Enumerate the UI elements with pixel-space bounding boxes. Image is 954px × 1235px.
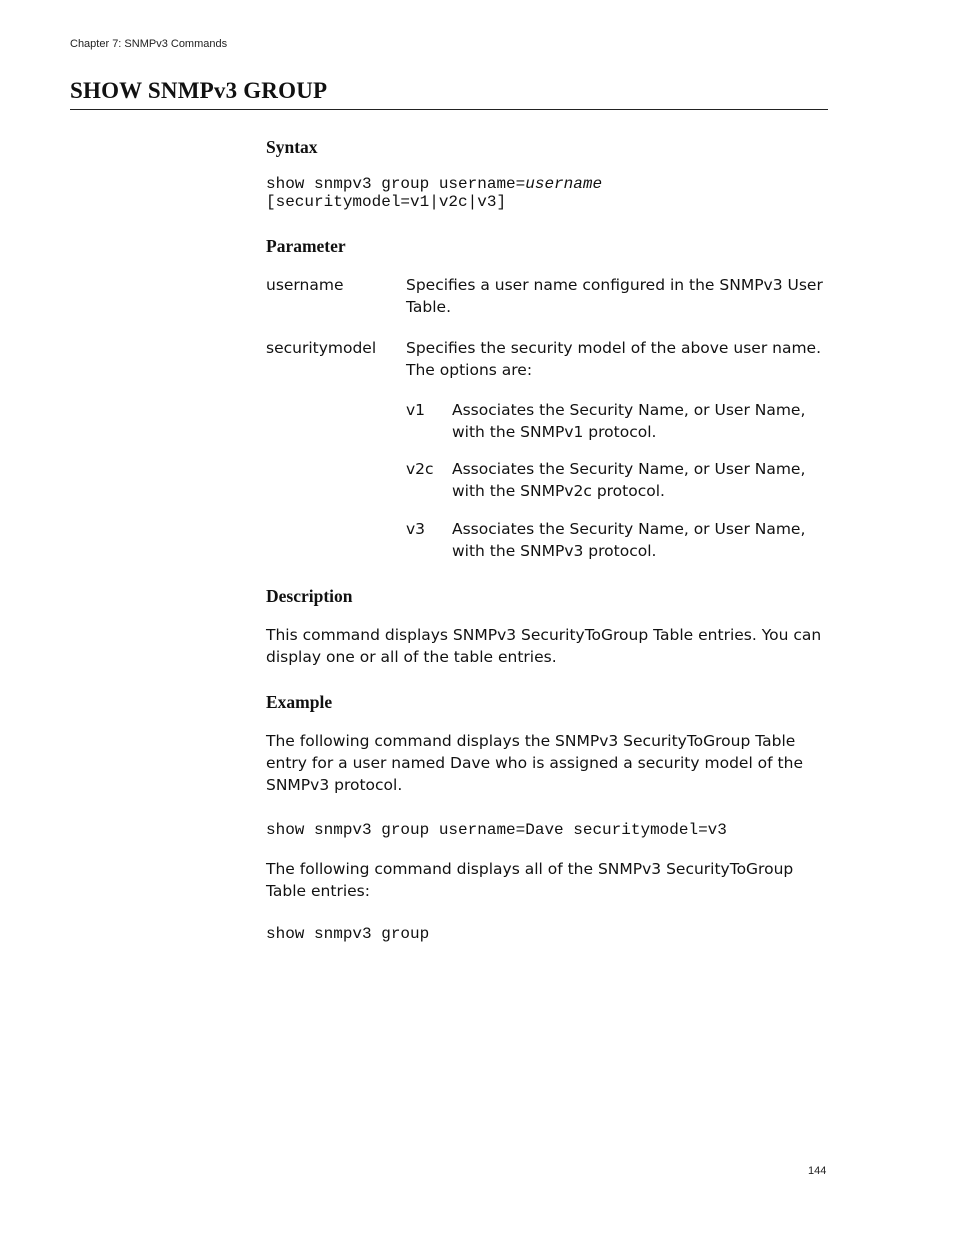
param-row-username (266, 274, 831, 318)
param-description: Specifies the security model of the above user name. The options are: (406, 339, 822, 379)
description-heading: Description (266, 586, 353, 606)
option-row-v3 (406, 518, 831, 562)
page-number: 144 (808, 1165, 827, 1177)
option-name: v2c (406, 460, 434, 478)
option-description: Associates the Security Name, or User Name, with the SNMPv2c protocol. (452, 460, 806, 500)
option-description: Associates the Security Name, or User Name, with the SNMPv3 protocol. (452, 520, 806, 560)
running-header: Chapter 7: SNMPv3 Commands (70, 38, 228, 50)
description-section (266, 585, 831, 668)
option-name: v1 (406, 401, 426, 419)
example-section (266, 691, 831, 943)
syntax-options: [securitymodel=v1|v2c|v3] (266, 193, 507, 211)
page-title: SHOW SNMPv3 GROUP (70, 78, 328, 103)
syntax-code (266, 175, 831, 211)
param-name: securitymodel (266, 339, 377, 357)
option-row-v1 (406, 399, 831, 443)
syntax-command: show snmpv3 group username= (266, 175, 526, 193)
title-rule (70, 109, 828, 110)
example-heading: Example (266, 692, 333, 712)
example-code: show snmpv3 group (266, 925, 430, 943)
option-name: v3 (406, 520, 426, 538)
parameter-section (266, 235, 831, 562)
page-content (266, 136, 831, 943)
example-text: The following command displays all of the SNMPv3 SecurityToGroup Table entries: (266, 860, 794, 900)
syntax-section (266, 136, 831, 211)
example-code: show snmpv3 group username=Dave securitymodel=v3 (266, 821, 727, 839)
param-row-securitymodel (266, 337, 831, 381)
param-name: username (266, 276, 344, 294)
syntax-variable: username (525, 175, 603, 193)
description-text: This command displays SNMPv3 SecurityToGroup Table entries. You can display one or all of the table entries. (266, 626, 822, 666)
parameter-heading: Parameter (266, 236, 346, 256)
example-text: The following command displays the SNMPv3 SecurityToGroup Table entry for a user named Dave who is assigned a security model of the SNMPv3 protocol. (266, 732, 803, 794)
param-description: Specifies a user name configured in the SNMPv3 User Table. (406, 276, 823, 316)
option-description: Associates the Security Name, or User Name, with the SNMPv1 protocol. (452, 401, 806, 441)
syntax-heading: Syntax (266, 137, 318, 157)
option-row-v2c (406, 458, 831, 502)
